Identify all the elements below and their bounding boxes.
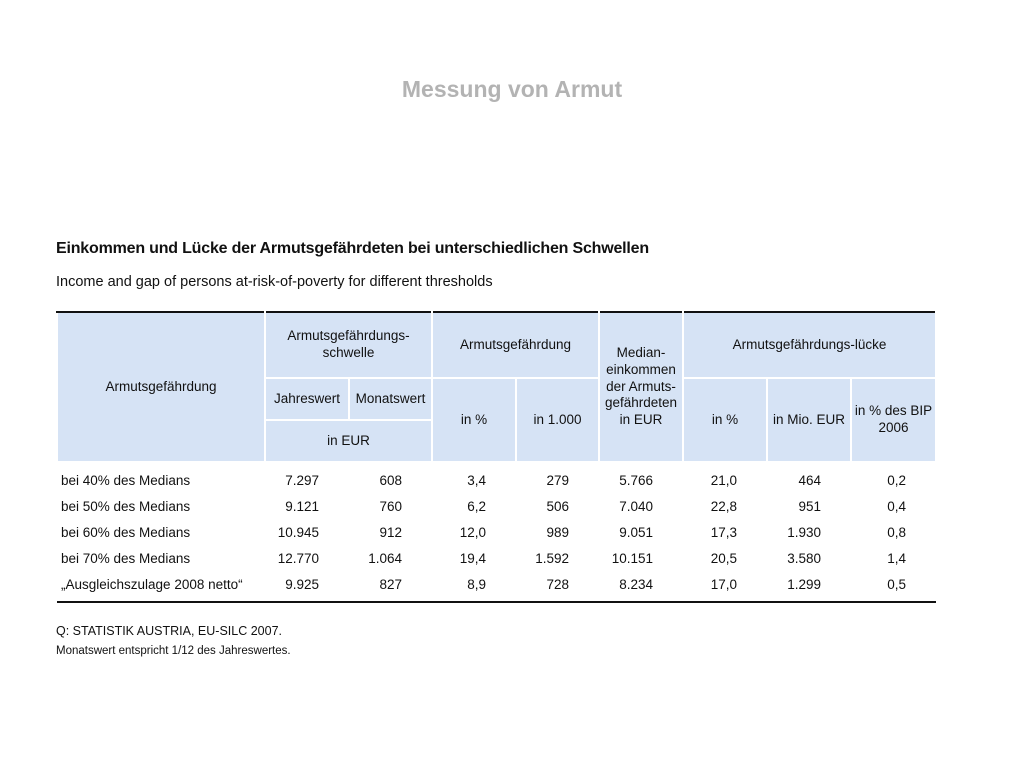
cell-gap-pct: 17,3 — [710, 524, 738, 540]
cell-month: 1.064 — [368, 550, 402, 566]
cell-risk-pct: 19,4 — [459, 550, 486, 566]
cell-median: 8.234 — [599, 571, 683, 602]
table-subtitle: Income and gap of persons at-risk-of-poverty for different thresholds — [56, 274, 493, 290]
cell-gap-gdp: 0,5 — [851, 571, 936, 602]
header-gap-group: Armutsgefährdungs-lücke — [683, 312, 936, 378]
header-armutsgefaehrdung: Armutsgefährdung — [57, 312, 265, 462]
table-row — [57, 545, 936, 571]
header-gap-mio: in Mio. EUR — [767, 378, 851, 462]
header-median-income: Median-einkommen der Armuts-gefährdeten in EUR — [599, 312, 683, 462]
cell-year: 12.770 — [277, 550, 319, 566]
cell-gap-mio: 464 — [767, 462, 851, 493]
cell-risk-thousand: 1.592 — [535, 550, 570, 566]
table-note: Monatswert entspricht 1/12 des Jahreswertes. — [56, 645, 291, 657]
cell-median: 7.040 — [619, 498, 654, 514]
cell-gap-pct: 20,5 — [710, 550, 738, 566]
cell-gap-mio: 3.580 — [787, 550, 822, 566]
cell-risk-thousand: 989 — [546, 524, 570, 540]
header-threshold-group: Armutsgefährdungs-schwelle — [265, 312, 432, 378]
cell-risk-thousand: 728 — [516, 571, 599, 602]
table-row — [57, 493, 936, 519]
row-label: „Ausgleichszulage 2008 netto“ — [57, 571, 265, 602]
row-label: bei 60% des Medians — [61, 524, 191, 540]
header-gap-gdp: in % des BIP 2006 — [851, 378, 936, 462]
poverty-table — [56, 311, 937, 603]
cell-gap-mio: 951 — [798, 498, 822, 514]
cell-gap-gdp: 1,4 — [887, 550, 907, 566]
cell-gap-gdp: 0,8 — [887, 524, 907, 540]
row-label: bei 50% des Medians — [61, 498, 191, 514]
cell-gap-mio: 1.299 — [767, 571, 851, 602]
table-row — [57, 462, 936, 493]
cell-median: 10.151 — [611, 550, 654, 566]
table-row — [57, 571, 936, 602]
slide-title: Messung von Armut — [401, 76, 623, 102]
cell-risk-thousand: 506 — [546, 498, 570, 514]
cell-median: 9.051 — [619, 524, 654, 540]
cell-gap-pct: 17,0 — [683, 571, 767, 602]
cell-month: 912 — [379, 524, 402, 540]
row-label: bei 70% des Medians — [61, 550, 191, 566]
table-title: Einkommen und Lücke der Armutsgefährdeten bei unterschiedlichen Schwellen — [56, 240, 649, 257]
cell-year: 9.925 — [265, 571, 349, 602]
header-risk-pct: in % — [432, 378, 516, 462]
cell-risk-pct: 8,9 — [432, 571, 516, 602]
cell-risk-thousand: 279 — [516, 462, 599, 493]
header-risk-group: Armutsgefährdung — [432, 312, 599, 378]
header-threshold-year: Jahreswert — [265, 378, 349, 420]
cell-month: 760 — [379, 498, 402, 514]
cell-year: 7.297 — [265, 462, 349, 493]
table-row — [57, 519, 936, 545]
cell-year: 10.945 — [277, 524, 319, 540]
header-gap-pct: in % — [683, 378, 767, 462]
header-threshold-unit: in EUR — [265, 420, 432, 462]
cell-gap-pct: 21,0 — [683, 462, 767, 493]
cell-risk-pct: 6,2 — [467, 498, 486, 514]
cell-year: 9.121 — [285, 498, 319, 514]
cell-month: 608 — [349, 462, 432, 493]
cell-gap-gdp: 0,2 — [851, 462, 936, 493]
cell-gap-mio: 1.930 — [787, 524, 822, 540]
header-threshold-month: Monatswert — [349, 378, 432, 420]
cell-risk-pct: 3,4 — [432, 462, 516, 493]
cell-median: 5.766 — [599, 462, 683, 493]
table-source: Q: STATISTIK AUSTRIA, EU-SILC 2007. — [56, 624, 282, 638]
cell-gap-gdp: 0,4 — [887, 498, 907, 514]
cell-gap-pct: 22,8 — [710, 498, 738, 514]
row-label: bei 40% des Medians — [57, 462, 265, 493]
cell-risk-pct: 12,0 — [459, 524, 486, 540]
header-risk-thousand: in 1.000 — [516, 378, 599, 462]
cell-month: 827 — [349, 571, 432, 602]
